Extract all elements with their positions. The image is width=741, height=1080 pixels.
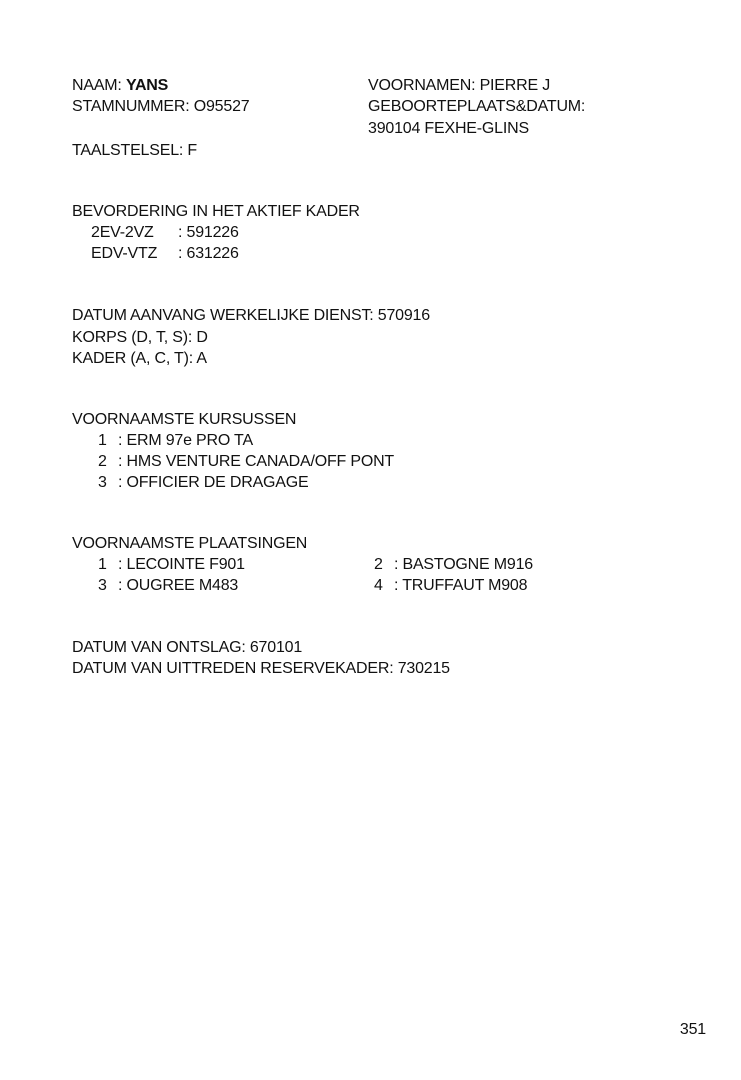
kursus-text: : ERM 97e PRO TA — [118, 432, 253, 449]
plaatsingen-title: VOORNAAMSTE PLAATSINGEN — [72, 535, 308, 552]
bevordering-date: : 631226 — [178, 245, 239, 262]
bevordering-code: 2EV-2VZ — [91, 224, 154, 241]
plaatsing-item — [374, 575, 527, 597]
kursus-text: : OFFICIER DE DRAGAGE — [118, 474, 309, 491]
page-number: 351 — [679, 1021, 706, 1038]
plaatsing-text: : LECOINTE F901 — [118, 556, 245, 573]
kursus-item — [98, 451, 394, 473]
naam-line — [72, 75, 168, 97]
geboorte-label: GEBOORTEPLAATS&DATUM: — [368, 98, 586, 115]
bevordering-date: : 591226 — [178, 224, 239, 241]
plaatsing-text: : TRUFFAUT M908 — [394, 577, 528, 594]
bevordering-item — [91, 222, 239, 244]
stamnummer-line: STAMNUMMER: O95527 — [72, 98, 250, 115]
plaatsing-number: 2 — [374, 556, 383, 573]
voornamen-line: VOORNAMEN: PIERRE J — [368, 77, 551, 94]
bevordering-title: BEVORDERING IN HET AKTIEF KADER — [72, 203, 360, 220]
plaatsing-item — [98, 575, 238, 597]
plaatsing-number: 3 — [98, 577, 107, 594]
datum-aanvang-line: DATUM AANVANG WERKELIJKE DIENST: 570916 — [72, 307, 430, 324]
taalstelsel-line: TAALSTELSEL: F — [72, 142, 197, 159]
naam-value: YANS — [125, 77, 169, 94]
kursus-number: 1 — [98, 432, 107, 449]
kursus-text: : HMS VENTURE CANADA/OFF PONT — [118, 453, 394, 470]
geboorte-value: 390104 FEXHE-GLINS — [368, 120, 529, 137]
kursussen-title: VOORNAAMSTE KURSUSSEN — [72, 411, 297, 428]
kursus-item — [98, 430, 253, 452]
plaatsing-item — [98, 554, 245, 576]
plaatsing-number: 1 — [98, 556, 107, 573]
kader-line: KADER (A, C, T): A — [72, 350, 207, 367]
plaatsing-number: 4 — [374, 577, 383, 594]
plaatsing-item — [374, 554, 533, 576]
datum-uittreden-line: DATUM VAN UITTREDEN RESERVEKADER: 730215 — [72, 660, 450, 677]
plaatsing-text: : OUGREE M483 — [118, 577, 239, 594]
kursus-item — [98, 472, 309, 494]
kursus-number: 3 — [98, 474, 107, 491]
naam-label: NAAM: — [72, 77, 122, 94]
plaatsing-text: : BASTOGNE M916 — [394, 556, 533, 573]
bevordering-item — [91, 243, 239, 265]
bevordering-code: EDV-VTZ — [91, 245, 158, 262]
datum-ontslag-line: DATUM VAN ONTSLAG: 670101 — [72, 639, 303, 656]
kursus-number: 2 — [98, 453, 107, 470]
korps-line: KORPS (D, T, S): D — [72, 329, 208, 346]
